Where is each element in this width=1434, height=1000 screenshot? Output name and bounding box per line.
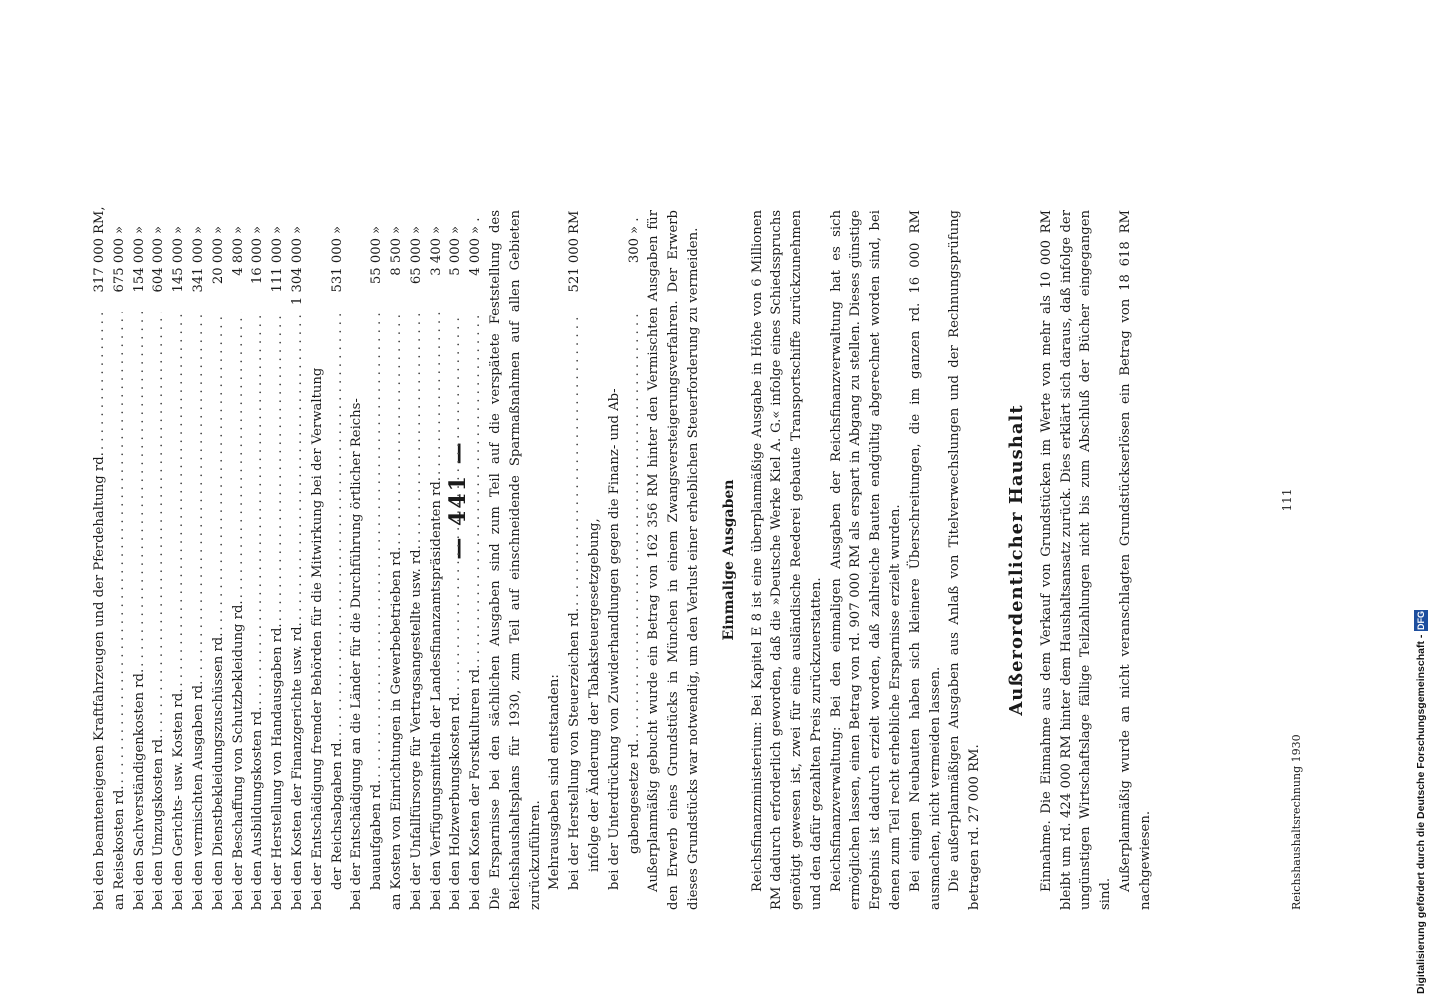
savings-list-a: [90, 206, 486, 910]
section-heading-einmalige: Einmalige Ausgaben: [720, 479, 737, 641]
list-item: bei den Umzugskosten rd. . . . 604 000 »: [149, 210, 169, 910]
list-item: bei den Holzwerbungskosten rd. . . . 5 000 »: [446, 210, 466, 910]
rfm-paragraph: Reichsfinanzministerium: Bei Kapitel E 8 ist eine überplanmäßige Ausgabe in Höhe von 6 Millionen RM dadurch erforderlich geworden, daß die »Deutsche Werke Kiel A. G.« infolge eines Schiedsspruchs genötigt gewesen ist, zwei für eine ausländische Reederei gebaute Transportschiffe zurückzunehmen und den dafür gezahlten Preis zurückzuerstatten.: [749, 210, 824, 910]
list-item: bauaufgaben rd. . . . 55 000 »: [367, 210, 387, 910]
list-item: an Kosten von Einrichtungen in Gewerbebetrieben rd. . . . 8 500 »: [387, 210, 407, 910]
mehrausgaben-intro: Mehrausgaben sind entstanden:: [547, 674, 563, 890]
section-heading-ausserordentlicher: Außerordentlicher Haushalt: [1006, 404, 1028, 716]
list-item: bei den Kosten der Forstkulturen rd. . . . 4 000 » .: [466, 210, 486, 910]
list-item: bei den vermischten Ausgaben rd. . . . 341 000 »: [189, 210, 209, 910]
list-terminator: .: [468, 217, 484, 222]
ausserplan3-paragraph: Außerplanmäßig wurde an nicht veranschlagten Grundstückserlösen ein Betrag von 18 618 RM nachgewiesen.: [1118, 210, 1153, 910]
ersparnisse-paragraph: Die Ersparnisse bei den sächlichen Ausgaben sind zum Teil auf die verspätete Feststellung des Reichshaushaltsplans für 1930, zum Teil auf einschneidende Sparmaßnahmen auf allen Gebieten zurückzuführen.: [487, 210, 543, 910]
list-item-continued: infolge der Änderung der Tabaksteuergesetzgebung,: [586, 518, 602, 872]
list-item: bei der Unfallfürsorge für Vertragsangestellte usw. rd. . . . 65 000 »: [407, 210, 427, 910]
list-item-continued: bei der Entschädigung fremder Behörden für die Mitwirkung bei der Verwaltung: [309, 367, 325, 910]
page-header: — 441 —: [445, 440, 471, 560]
page-content: [90, 206, 1156, 910]
list-item: bei der Beschaffung von Schutzbekleidung rd. . . . 4 800 »: [229, 210, 249, 910]
ausserplan-paragraph: Außerplanmäßig gebucht wurde ein Betrag von 162 356 RM hinter den Vermischten Ausgaben für den Erwerb eines Grundstücks in München in einem Zwangsversteigerungsverfahren. Der Erwerb dieses Grundstücks war notwendig, um den Verlust einer erheblichen Steuerforderung zu vermeiden.: [646, 210, 701, 910]
dfg-logo: DFG: [1416, 610, 1426, 630]
einnahme-paragraph: Einnahme. Die Einnahme aus dem Verkauf von Grundstücken im Werte von mehr als 10 000 RM bleibt um rd. 424 000 RM hinter dem Haushaltsansatz zurück. Dies erklärt sich daraus, daß infolge der ungünstigen Wirtschaftslage fällige Teilzahlungen nicht bis zum Abschluß der Bücher eingegangen sind.: [1038, 210, 1114, 910]
list-item: bei den Sachverständigenkosten rd. . . . 154 000 »: [130, 210, 150, 910]
list-item: der Reichsabgaben rd. . . . 531 000 »: [328, 210, 348, 910]
list-item: bei den beamteneigenen Kraftfahrzeugen und der Pferdehaltung rd. . . . 317 000 RM,: [90, 210, 110, 910]
list-item: bei den Verfügungsmitteln der Landesfinanzamtspräsidenten rd. . . . 3 400 »: [427, 210, 447, 910]
list-item: an Reisekosten rd. . . . 675 000 »: [110, 210, 130, 910]
rfv-paragraph: Reichsfinanzverwaltung: Bei den einmaligen Ausgaben der Reichsfinanzverwaltung hat es sich ermöglichen lassen, einen Betrag von rd. 907 000 RM als erspart in Abgang zu stellen. Dieses günstige Ergebnis ist dadurch erzielt worden, daß zahlreiche Bauten endgültig abgerechnet worden sind, bei denen zum Teil recht erhebliche Ersparnisse erzielt wurden.: [828, 210, 904, 910]
footer-page-number: 111: [1280, 488, 1294, 512]
list-item: bei der Herstellung von Steuerzeichen rd. . . . 521 000 RM: [565, 210, 585, 910]
neubauten-paragraph: Bei einigen Neubauten haben sich kleinere Überschreitungen, die im ganzen rd. 16 000 RM ausmachen, nicht vermeiden lassen.: [907, 210, 943, 910]
list-item: bei den Kosten der Finanzgerichte usw. rd. . . . 1 304 000 »: [288, 210, 308, 910]
list-item: gabengesetze rd. . . . 300 » .: [625, 210, 645, 910]
digitization-text: Digitalisierung gefördert durch die Deutsche Forschungsgemeinschaft -: [1415, 634, 1427, 994]
ausserplan2-paragraph: Die außerplanmäßigen Ausgaben aus Anlaß von Titelverwechslungen und der Rechnungsprüfung betragen rd. 27 000 RM.: [947, 210, 983, 910]
list-item-continued: bei der Entschädigung an die Länder für die Durchführung örtlicher Reichs-: [349, 398, 365, 910]
list-item-continued: bei der Unterdrückung von Zuwiderhandlungen gegen die Finanz- und Ab-: [606, 388, 622, 890]
list-item: bei den Ausbildungskosten rd. . . . 16 000 »: [248, 210, 268, 910]
mehrausgaben-list: [545, 210, 644, 910]
footer-title: Reichshaushaltsrechnung 1930: [1290, 734, 1303, 910]
digitization-note: [1414, 6, 1428, 994]
list-item: bei den Gerichts- usw. Kosten rd. . . . 145 000 »: [169, 210, 189, 910]
list-item: bei der Herstellung von Handausgaben rd. . . . 111 000 »: [268, 210, 288, 910]
list-item: bei den Dienstbekleidungszuschüssen rd. . . . 20 000 »: [209, 210, 229, 910]
